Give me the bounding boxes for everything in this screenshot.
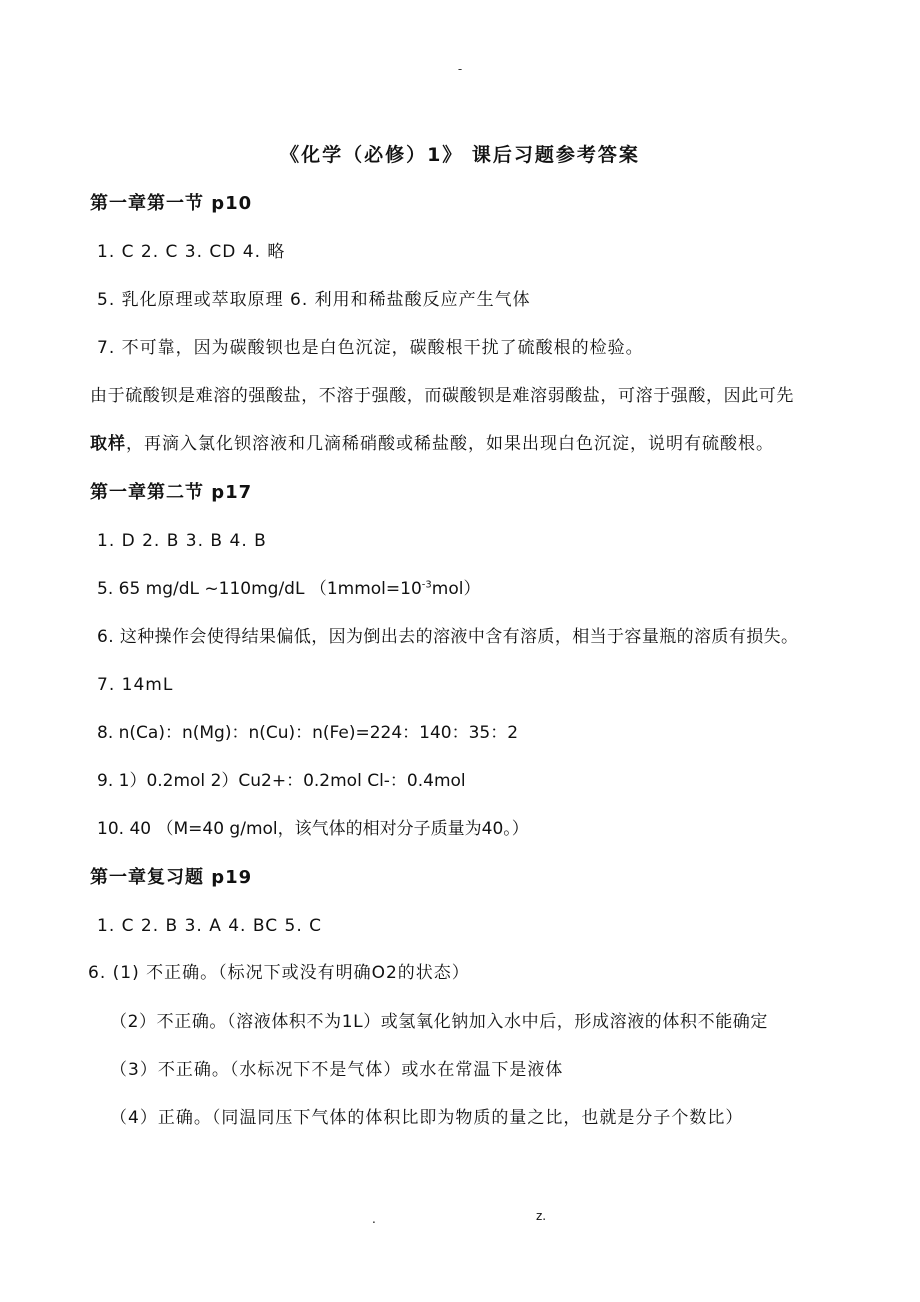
answer-line: （4）正确。（同温同压下气体的体积比即为物质的量之比，也就是分子个数比）	[110, 1108, 744, 1128]
answer-text: ，再滴入氯化钡溶液和几滴稀硝酸或稀盐酸，如果出现白色沉淀，说明有硫酸根。	[126, 434, 774, 454]
answer-line: （3）不正确。（水标况下不是气体）或水在常温下是液体	[110, 1060, 564, 1080]
page-title: 《化学（必修）1》 课后习题参考答案	[280, 144, 640, 166]
answer-line: 1. C 2. B 3. A 4. BC 5. C	[97, 916, 322, 936]
header-mark: -	[457, 62, 463, 76]
answer-line: 6. 这种操作会使得结果偏低，因为倒出去的溶液中含有溶质，相当于容量瓶的溶质有损失。	[97, 627, 799, 647]
answer-line: 1. D 2. B 3. B 4. B	[97, 531, 267, 551]
answer-text: 5. 65 mg/dL ~110mg/dL （1mmol=10	[97, 579, 422, 599]
footer-dot: .	[372, 1212, 376, 1226]
answer-line: 7. 不可靠，因为碳酸钡也是白色沉淀，碳酸根干扰了硫酸根的检验。	[97, 338, 644, 358]
footer-mark: z.	[536, 1209, 547, 1223]
answer-line	[90, 430, 774, 458]
answer-line: 6. (1) 不正确。（标况下或没有明确O2的状态）	[88, 963, 470, 983]
section-heading-1-2: 第一章第二节 p17	[90, 482, 253, 503]
answer-line	[97, 575, 480, 603]
answer-line: 8. n(Ca)：n(Mg)：n(Cu)：n(Fe)=224：140：35：2	[97, 723, 519, 743]
section-heading-1-1: 第一章第一节 p10	[90, 193, 253, 214]
answer-line: （2）不正确。（溶液体积不为1L）或氢氧化钠加入水中后，形成溶液的体积不能确定	[110, 1012, 769, 1032]
superscript-exponent: -3	[421, 579, 432, 591]
answer-line: 1. C 2. C 3. CD 4. 略	[97, 242, 286, 262]
answer-text: mol）	[431, 579, 481, 599]
answer-line: 由于硫酸钡是难溶的强酸盐，不溶于强酸，而碳酸钡是难溶弱酸盐，可溶于强酸，因此可先	[90, 386, 794, 406]
answer-line: 7. 14mL	[97, 675, 174, 695]
answer-line: 9. 1）0.2mol 2）Cu2+：0.2mol Cl-：0.4mol	[97, 771, 466, 791]
answer-line: 5. 乳化原理或萃取原理 6. 利用和稀盐酸反应产生气体	[97, 290, 531, 310]
answer-line: 10. 40 （M=40 g/mol，该气体的相对分子质量为40。）	[97, 819, 529, 839]
section-heading-1-review: 第一章复习题 p19	[90, 867, 253, 888]
emphasis-text: 取样	[90, 434, 126, 454]
